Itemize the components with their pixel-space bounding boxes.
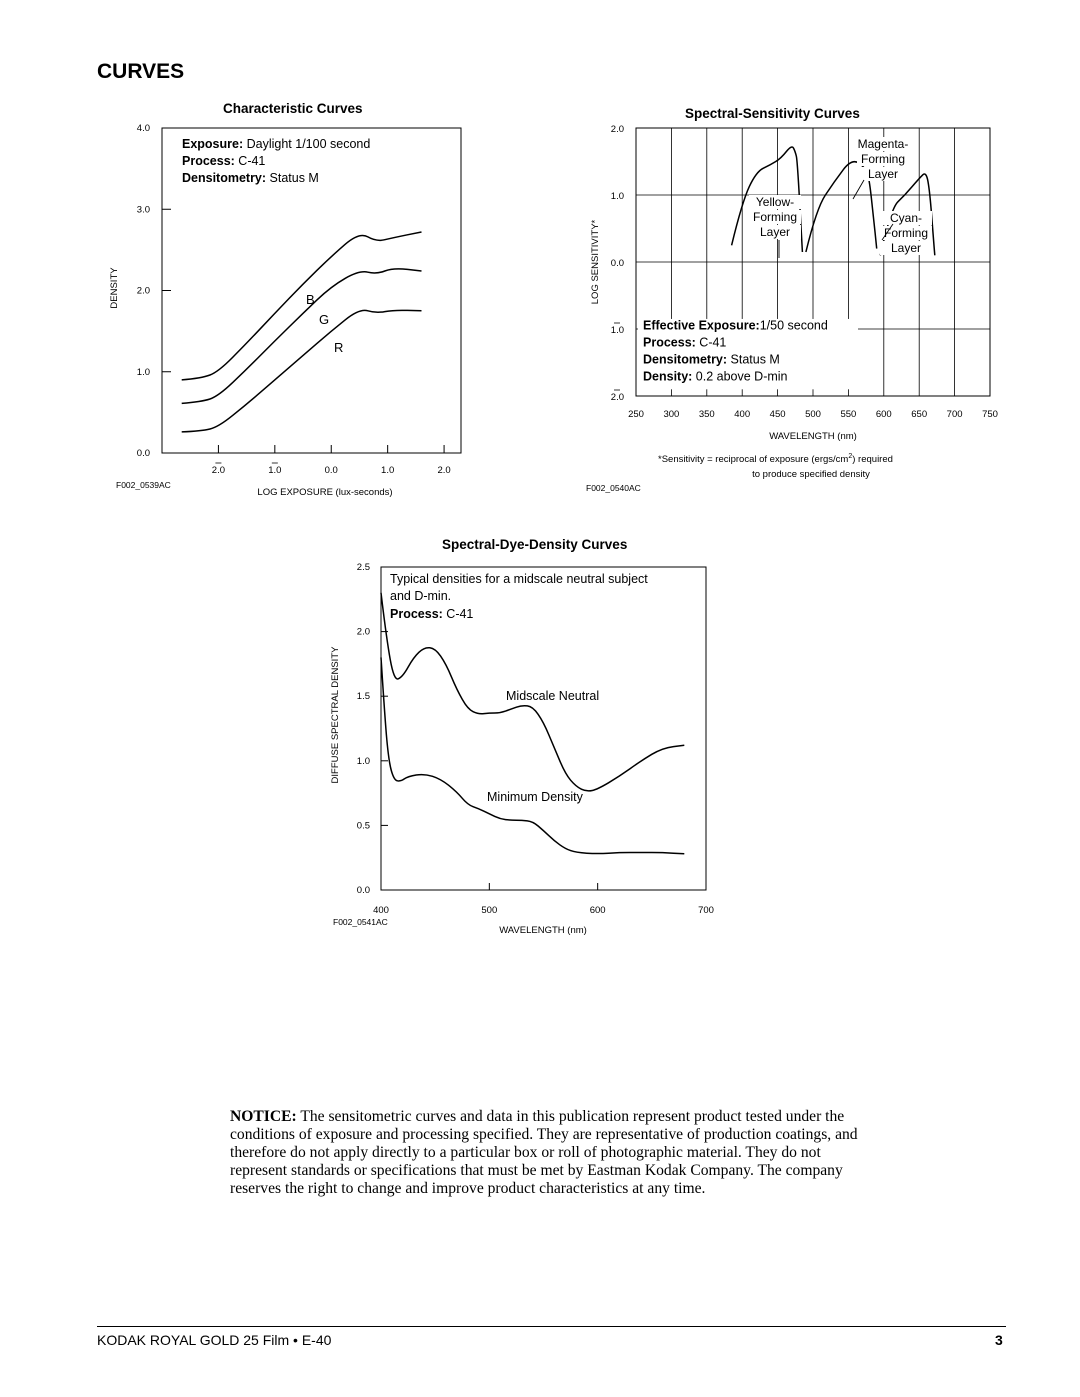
x-tick-label: 400 (734, 409, 751, 420)
magenta-layer-label: Forming (860, 152, 906, 166)
dye-density-curve-1 (381, 657, 684, 853)
exposure-annotation: Densitometry: Status M (643, 352, 780, 367)
x-axis-label: LOG EXPOSURE (lux-seconds) (257, 487, 393, 498)
exposure-annotation: Process: C-41 (182, 154, 266, 168)
x-tick-label: 1.0 (268, 465, 282, 476)
curve-label: B (306, 292, 315, 307)
cyan-layer-label: Cyan- (889, 211, 923, 225)
x-tick-label: 500 (805, 409, 821, 420)
exposure-annotation: Density: 0.2 above D-min (643, 369, 788, 384)
x-tick-label: 650 (911, 409, 928, 420)
curve-label: G (319, 312, 330, 327)
x-tick-label: 400 (373, 905, 389, 916)
note-line-2: and D-min. (390, 589, 452, 603)
y-tick-label: 0.0 (136, 448, 150, 459)
magenta-layer-label: Magenta- (857, 137, 909, 151)
y-tick-label: 2.0 (610, 124, 624, 135)
note-line-1: Typical densities for a midscale neutral subject (390, 572, 648, 586)
characteristic-curves-title: Characteristic Curves (223, 101, 363, 116)
y-tick-label: 2.0 (136, 285, 150, 297)
spectral-dye-density-title: Spectral-Dye-Density Curves (442, 537, 628, 552)
x-tick-label: 1.0 (381, 465, 395, 476)
footer-title: KODAK ROYAL GOLD 25 Film • E-40 (97, 1332, 332, 1348)
x-tick-label: 300 (663, 409, 680, 420)
page-number: 3 (995, 1332, 1003, 1348)
process-annotation: Process: C-41 (390, 607, 474, 621)
x-tick-label: 600 (589, 905, 606, 916)
yellow-layer-label: Forming (752, 210, 798, 224)
y-tick-label: 0.0 (356, 885, 370, 896)
figure-id: F002_0541AC (333, 917, 388, 927)
x-tick-label: 600 (875, 409, 892, 420)
y-tick-label: 1.0 (356, 755, 370, 767)
x-tick-label: 2.0 (211, 465, 226, 476)
x-tick-label: 0.0 (324, 465, 338, 476)
figure-id: F002_0539AC (116, 480, 171, 490)
footer-rule (97, 1326, 1006, 1327)
y-tick-label: 1.0 (610, 325, 624, 336)
characteristic-curves-chart (100, 118, 520, 508)
y-axis-label: DIFFUSE SPECTRAL DENSITY (330, 646, 341, 784)
figure-id: F002_0540AC (586, 483, 641, 493)
x-tick-label: 700 (946, 409, 963, 420)
y-tick-label: 0.5 (356, 820, 370, 832)
spectral-dye-density-chart (325, 555, 725, 940)
spectral-sensitivity-chart (578, 122, 1008, 497)
y-tick-label: 0.0 (610, 258, 624, 269)
y-tick-label: 2.5 (356, 562, 370, 573)
x-tick-label: 700 (698, 905, 714, 916)
x-axis-label: WAVELENGTH (nm) (499, 925, 587, 936)
x-tick-label: 550 (840, 409, 857, 420)
curve-label: R (334, 340, 344, 355)
exposure-annotation: Process: C-41 (643, 335, 727, 350)
y-tick-label: 1.0 (136, 366, 150, 378)
curve-g (182, 269, 422, 404)
yellow-layer-label: Layer (759, 225, 791, 239)
x-axis-label: WAVELENGTH (nm) (769, 431, 857, 442)
y-tick-label: 1.0 (610, 191, 624, 202)
y-tick-label: 2.0 (356, 626, 370, 638)
y-tick-label: 4.0 (136, 123, 150, 134)
y-tick-label: 1.5 (356, 691, 370, 703)
x-tick-label: 250 (628, 409, 644, 420)
pointer-line (853, 180, 864, 199)
yellow-layer-label: Yellow- (755, 195, 795, 209)
notice-paragraph (230, 1108, 870, 1198)
notice-label: NOTICE: (230, 1108, 297, 1125)
cyan-layer-label: Layer (890, 241, 922, 255)
cyan-layer-label: Forming (883, 226, 929, 240)
x-tick-label: 500 (481, 905, 498, 916)
y-tick-label: 2.0 (610, 392, 624, 403)
footnote-line-1: *Sensitivity = reciprocal of exposure $(ergs/cm^2)$ required (658, 453, 893, 465)
y-tick-label: 3.0 (136, 204, 150, 216)
x-tick-label: 350 (698, 409, 715, 420)
page-title: CURVES (97, 60, 185, 83)
footnote-line-2: to produce specified density (752, 469, 870, 480)
x-tick-label: 2.0 (437, 465, 451, 476)
x-tick-label: 750 (982, 409, 998, 420)
spectral-sensitivity-title: Spectral-Sensitivity Curves (685, 106, 860, 121)
magenta-layer-label: Layer (867, 167, 899, 181)
exposure-annotation: Effective Exposure:1/50 second (643, 318, 828, 333)
curve-b (182, 232, 422, 380)
curve-label: Midscale Neutral (506, 689, 600, 703)
exposure-annotation: Exposure: Daylight 1/100 second (182, 137, 371, 151)
x-tick-label: 450 (769, 409, 786, 420)
y-axis-label: DENSITY (109, 267, 120, 309)
y-axis-label: LOG SENSITIVITY* (590, 219, 601, 305)
curve-label: Minimum Density (487, 790, 583, 804)
notice-text: The sensitometric curves and data in this publication represent product tested under the conditions of exposure and processing specified. They are representative of production coatings, and therefore do not apply directly to a particular box or roll of photographic material. They do not represent standards or specifications that must be met by Eastman Kodak Company. The company reserves the right to change and improve product characteristics at any time. (230, 1108, 858, 1197)
exposure-annotation: Densitometry: Status M (182, 171, 319, 185)
